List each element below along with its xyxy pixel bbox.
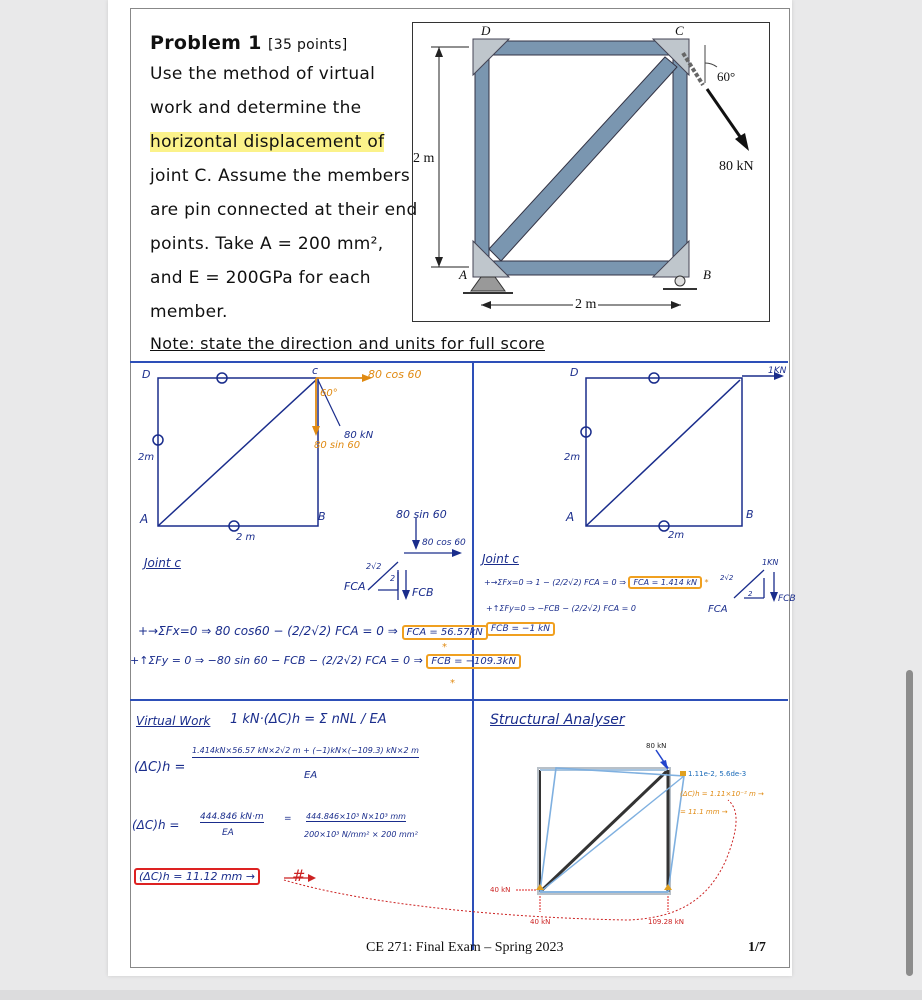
- sketch-right-dim-w: 2m: [668, 530, 685, 541]
- problem-note: Note: state the direction and units for full score: [150, 334, 545, 353]
- virtual-work-eq: 1 kN·(ΔC)h = Σ nNL / EA: [230, 712, 387, 727]
- sketch-left-load-mag: 80 kN: [344, 430, 374, 441]
- structural-analyser-graphic: [516, 750, 686, 912]
- notes-dividers: [108, 0, 792, 976]
- sketch-right-node-b: B: [746, 508, 754, 521]
- sketch-left-dim-h: 2m: [138, 452, 155, 463]
- virtual-work-num3: 444.846×10³ N×10³ mm: [306, 812, 406, 821]
- problem-line-2: work and determine the: [150, 98, 362, 118]
- joint-real-eq1-text: +→ΣFx=0 ⇒ 80 cos60 − (2/2√2) FCA = 0 ⇒: [138, 624, 398, 638]
- virtual-work-num2: 444.846 kN·m: [200, 812, 264, 822]
- joint-real-fhor: 80 cos 60: [422, 538, 466, 548]
- virtual-work-eq-sign: =: [284, 814, 292, 824]
- structural-ink2: = 11.1 mm →: [680, 808, 728, 816]
- joint-real-star2: *: [450, 678, 455, 689]
- virtual-work-answer: (ΔC)h = 11.12 mm →: [134, 868, 260, 885]
- problem-line-3: horizontal displacement of: [150, 132, 385, 152]
- sketch-left-node-b: B: [318, 510, 326, 523]
- virtual-work-lhs2: (ΔC)h =: [132, 818, 180, 832]
- joint-real-ans2: FCB = −109.3kN: [426, 654, 521, 669]
- sketch-right-dim-h: 2m: [564, 452, 581, 463]
- sketch-left-node-a: A: [140, 512, 149, 526]
- joint-real-eq2-text: +↑ΣFy = 0 ⇒ −80 sin 60 − FCB − (2/2√2) FCA = 0 ⇒: [130, 654, 423, 667]
- joint-virtual-eq2: +↑ΣFy=0 ⇒ −FCB − (2/2√2) FCA = 0: [486, 604, 636, 613]
- joint-real-star1: *: [442, 642, 447, 653]
- sketch-right-unit-load: 1KN: [768, 366, 787, 376]
- problem-line-4: joint C. Assume the members: [150, 166, 410, 186]
- problem-line-6: points. Take A = 200 mm²,: [150, 234, 384, 254]
- joint-real-two: 2: [390, 574, 396, 583]
- truss-label-d: D: [481, 23, 491, 38]
- joint-real-ans1: FCA = 56.57kN: [402, 625, 488, 640]
- joint-virtual-star: *: [704, 578, 709, 587]
- sketch-left-load-v: 80 sin 60: [314, 440, 361, 451]
- problem-number: Problem 1: [150, 32, 262, 54]
- truss-load: 80 kN: [719, 159, 754, 174]
- sketch-left-node-c: c: [312, 364, 319, 377]
- footer-page: 1/7: [748, 940, 766, 955]
- joint-virtual-fca: FCA: [708, 604, 728, 615]
- exam-page: [108, 0, 796, 976]
- problem-points: [35 points]: [268, 37, 348, 53]
- problem-line-1: Use the method of virtual: [150, 64, 376, 84]
- problem-line-7: and E = 200GPa for each: [150, 268, 371, 288]
- truss-angle: 60°: [717, 69, 736, 84]
- structural-disp: 1.11e-2, 5.6de-3: [688, 770, 747, 778]
- virtual-work-den3: 200×10³ N/mm² × 200 mm²: [304, 830, 418, 839]
- joint-real-r2: 2√2: [366, 562, 382, 571]
- sketch-left-dim-w: 2 m: [236, 532, 256, 543]
- vertical-scrollbar[interactable]: [906, 670, 913, 976]
- joint-real-fvert: 80 sin 60: [396, 508, 447, 521]
- virtual-work-title: Virtual Work: [136, 714, 211, 728]
- virtual-work-den2: EA: [222, 828, 234, 838]
- structural-react-a: 40 kN: [530, 918, 551, 926]
- joint-virtual-r2: 2√2: [720, 574, 734, 582]
- structural-react-b: 109.28 kN: [648, 918, 685, 926]
- sketch-right-node-a: A: [566, 510, 575, 524]
- virtual-work-den1: EA: [304, 770, 318, 781]
- footer-course: CE 271: Final Exam – Spring 2023: [366, 940, 564, 955]
- joint-real-fcb: FCB: [412, 586, 434, 599]
- structural-react-h: 40 kN: [490, 886, 511, 894]
- joint-real-eq1: [138, 624, 488, 638]
- joint-virtual-ans1: FCA = 1.414 kN: [628, 576, 702, 589]
- truss-label-a: A: [459, 267, 467, 282]
- problem-line-5: are pin connected at their end: [150, 200, 418, 220]
- structural-title: Structural Analyser: [490, 712, 625, 728]
- virtual-work-hash: #: [292, 866, 306, 885]
- sketch-left-load-h: 80 cos 60: [368, 368, 422, 381]
- truss-width-dim: 2 m: [575, 297, 597, 312]
- virtual-work-num1: 1.414kN×56.57 kN×2√2 m + (−1)kN×(−109.3) kN×2 m: [192, 746, 419, 758]
- joint-virtual-unit: 1KN: [762, 558, 779, 567]
- structural-load: 80 kN: [646, 742, 667, 750]
- sketch-left-angle: 60°: [320, 388, 338, 399]
- joint-virtual-title: Joint c: [482, 552, 519, 566]
- virtual-work-lhs: (ΔC)h =: [134, 760, 186, 775]
- joint-virtual-eq1-text: +→ΣFx=0 ⇒ 1 − (2/2√2) FCA = 0 ⇒: [484, 578, 626, 587]
- joint-virtual-eq1: [484, 578, 709, 587]
- joint-virtual-ans2-wrap: [486, 624, 555, 634]
- structural-ink1: (ΔC)h = 1.11×10⁻² m →: [680, 790, 764, 798]
- truss-height-dim: 2 m: [413, 151, 435, 166]
- bottom-toolbar: [0, 990, 922, 1000]
- joint-real-eq2: [130, 654, 521, 667]
- problem-line-8: member.: [150, 302, 228, 322]
- sketch-left-node-d: D: [142, 368, 151, 381]
- joint-real-title: Joint c: [144, 556, 181, 570]
- truss-label-c: C: [675, 23, 684, 38]
- joint-real-fca: FCA: [344, 580, 366, 593]
- joint-virtual-two: 2: [748, 590, 753, 598]
- joint-virtual-fcb: FCB: [778, 594, 796, 604]
- virtual-work-answer-wrap: [134, 870, 260, 883]
- truss-label-b: B: [703, 267, 711, 282]
- sketch-right-node-d: D: [570, 366, 579, 379]
- joint-virtual-ans2: FCB = −1 kN: [486, 622, 555, 636]
